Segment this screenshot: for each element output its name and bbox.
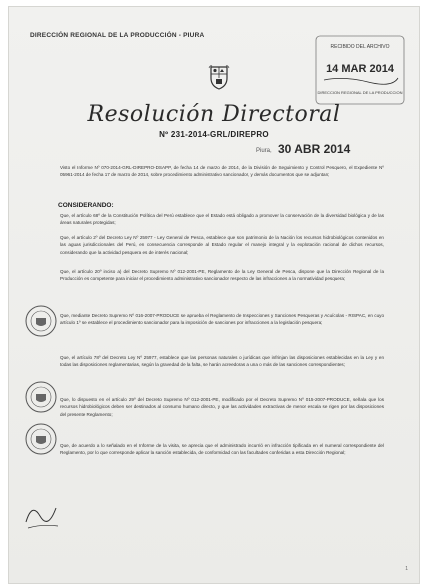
date-prefix: Piura, [256, 148, 272, 154]
page-number: 1 [405, 566, 408, 572]
stamp-line1: RECIBIDO DEL ARCHIVO [330, 44, 390, 50]
official-seal-icon [24, 422, 58, 456]
paragraph-4: Que, mediante Decreto Supremo Nº 016-2007-PRODUCE se aprueba el Reglamento de Inspecciones y Sanciones Pesqueras y Acuícolas - RISPAC, en cuyo artículo 1º se establece el procedimiento sancionador para la imposición de sanciones por infracciones a la legislación pesquera; [60, 313, 384, 326]
paragraph-3: Que, el artículo 20º inciso a) del Decreto Supremo Nº 012-2001-PE, Reglamento de la Ley General de Pesca, dispone que la Dirección Regional de la Producción es competente para iniciar el procedimiento administrativo sancionador respecto de las infracciones a la normatividad pesquera; [60, 269, 384, 282]
paragraph-6: Que, lo dispuesto en el artículo 29º del Decreto Supremo Nº 012-2001-PE, modificado por el Decreto Supremo Nº 015-2007-PRODUCE, señala que los recursos hidrobiológicos deben ser destinados al consumo humano directo, y que las actividades extractivas de menor escala se rigen por las disposiciones del presente Reglamento; [60, 397, 384, 417]
resolution-number: Nº 231-2014-GRL/DIREPRO [159, 130, 269, 139]
paragraph-2: Que, el artículo 2º del Decreto Ley Nº 25977 - Ley General de Pesca, establece que son patrimonio de la Nación los recursos hidrobiológicos contenidos en las aguas jurisdiccionales del Perú, en consecuencia corresponde al Estado regular el manejo integral y la explotación racional de dichos recursos, considerando que la actividad pesquera es de interés nacional; [60, 235, 384, 255]
stamp-line3: DIRECCION REGIONAL DE LA PRODUCCION [317, 90, 403, 95]
date-stamp: 30 ABR 2014 [278, 142, 351, 156]
paragraph-1: Que, el artículo 68º de la Constitución Política del Perú establece que el Estado está obligado a promover la conservación de la diversidad biológica y de las áreas naturales protegidas; [60, 213, 384, 226]
considering-label: CONSIDERANDO: [58, 202, 114, 209]
coat-of-arms-icon [208, 64, 230, 90]
stamp-signature [324, 78, 398, 84]
paragraph-visto: Visto el Informe Nº 070-2014-GRL-DIREPRO-DSAPP, de fecha 14 de marzo de 2014, de la División de Seguimiento y Control Pesquero, el Expediente Nº 05961-2014 de fecha 17 de marzo de 2014, sobre procedimiento administrativo sancionador, y demás documentos que se adjuntan; [60, 165, 384, 178]
official-seal-icon [24, 380, 58, 414]
document-page [8, 6, 420, 584]
paragraph-5: Que, el artículo 78º del Decreto Ley Nº 25977, establece que las personas naturales o jurídicas que infrinjan las disposiciones establecidas en la Ley y en todas las disposiciones reglamentarias, según la gravedad de la falta, se harán acreedoras a una o más de las sanciones correspondientes; [60, 355, 384, 368]
official-seal-icon [24, 304, 58, 338]
stamp-date: 14 MAR 2014 [326, 63, 394, 75]
document-title: Resolución Directoral [87, 102, 341, 127]
office-header: DIRECCIÓN REGIONAL DE LA PRODUCCIÓN - PIURA [30, 32, 205, 39]
paragraph-7: Que, de acuerdo a lo señalado en el Informe de la visita, se aprecia que el administrado incurrió en infracción tipificada en el numeral correspondiente del Reglamento, por lo que corresponde aplicar la sanción establecida, de conformidad con las facultades conferidas a esta Dirección Regional; [60, 443, 384, 456]
handwritten-signature [22, 496, 62, 536]
